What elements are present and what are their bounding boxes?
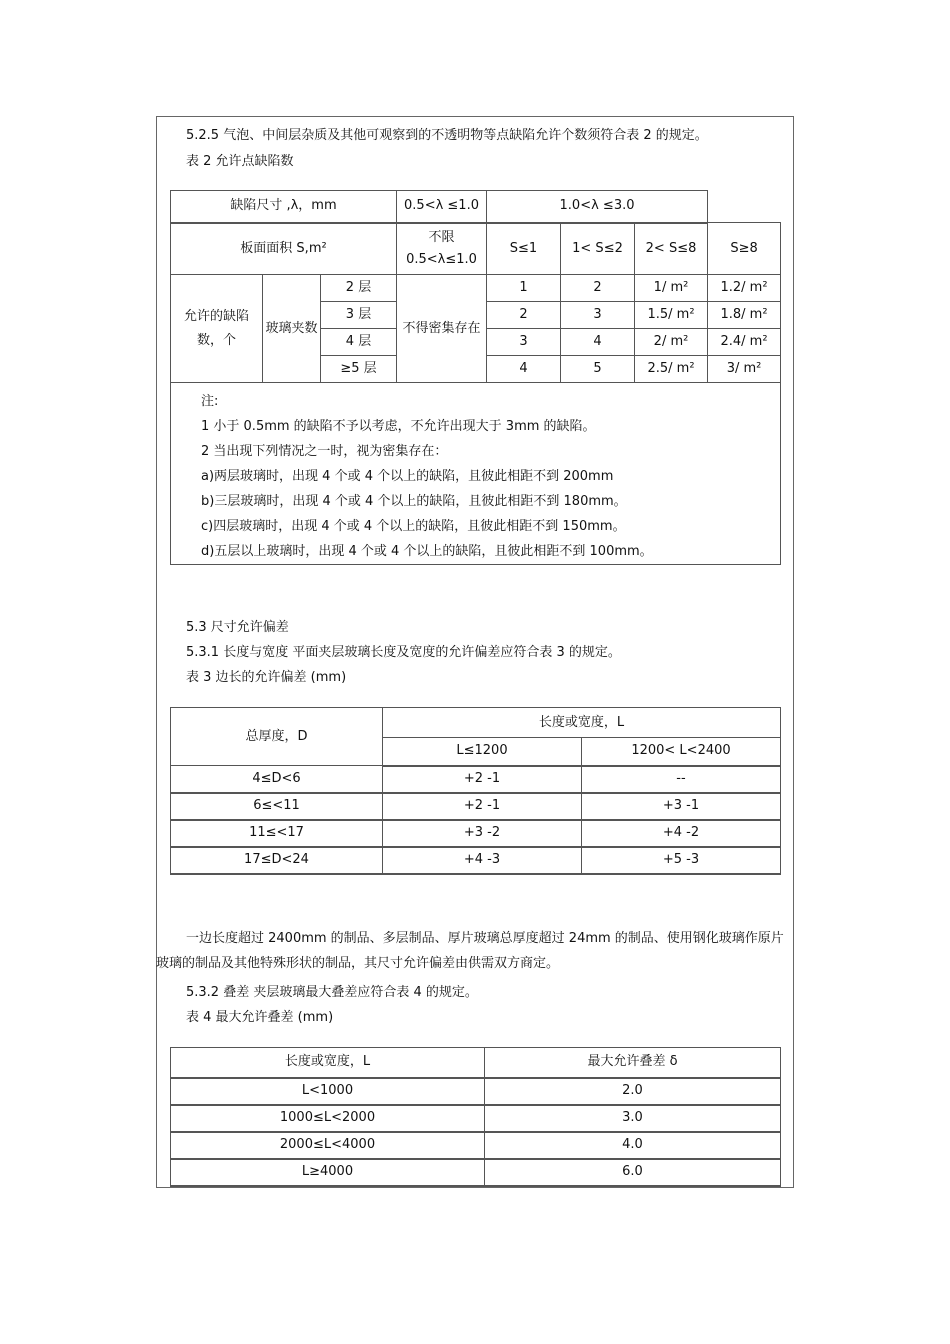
t2-cell: 2.5/ m² <box>635 356 708 383</box>
t2-layers: 3 层 <box>321 302 397 329</box>
t2-unlimited-range: 0.5<λ≤1.0 <box>406 251 477 267</box>
t3-cell: +4 -3 <box>383 847 582 874</box>
t2-cell: 2.4/ m² <box>708 329 781 356</box>
t3-cell: 6≤<11 <box>171 793 383 820</box>
t4-cell: 6.0 <box>485 1159 781 1186</box>
t3-cell: +5 -3 <box>582 847 781 874</box>
table3-edge-tolerance <box>170 707 781 875</box>
note-line: 2 当出现下列情况之一时，视为密集存在： <box>201 444 448 459</box>
t2-area-col: S≤1 <box>487 223 561 275</box>
paragraph-negotiated: 一边长度超过 2400mm 的制品、多层制品、厚片玻璃总厚度超过 24mm 的制品、使用钢化玻璃作原片玻璃的制品及其他特殊形状的制品，其尺寸允许偏差由供需双方商定。 <box>156 931 784 971</box>
t2-dense: 不得密集存在 <box>397 275 487 383</box>
t3-cell: -- <box>582 766 781 793</box>
t2-layers: 4 层 <box>321 329 397 356</box>
section-5-3: 5.3 尺寸允许偏差 <box>186 620 289 635</box>
t2-area-col: S≥8 <box>708 223 781 275</box>
t2-unlimited: 不限 <box>428 229 455 245</box>
note-line: b)三层玻璃时，出现 4 个或 4 个以上的缺陷，且彼此相距不到 180mm。 <box>201 494 627 509</box>
t2-layers: ≥5 层 <box>321 356 397 383</box>
t3-cell: +2 -1 <box>383 793 582 820</box>
table4-max-offset <box>170 1047 781 1187</box>
section-5-2-5: 5.2.5 气泡、中间层杂质及其他可观察到的不透明物等点缺陷允许个数须符合表 2 的规定。 <box>186 128 708 143</box>
t3-cell: 4≤D<6 <box>171 766 383 793</box>
t4-cell: L≥4000 <box>171 1159 485 1186</box>
note-line: c)四层玻璃时，出现 4 个或 4 个以上的缺陷，且彼此相距不到 150mm。 <box>201 519 626 534</box>
t4-header: 最大允许叠差 δ <box>485 1048 781 1078</box>
t2-area-col: 2< S≤8 <box>635 223 708 275</box>
t2-allowed-label-b: 数，个 <box>196 332 236 348</box>
t2-cell: 1.2/ m² <box>708 275 781 302</box>
t2-allowed-label-a: 允许的缺陷 <box>183 308 249 324</box>
t2-range-small: 0.5<λ ≤1.0 <box>397 191 487 223</box>
t2-cell: 3 <box>561 302 635 329</box>
t2-area-col: 1< S≤2 <box>561 223 635 275</box>
note-line: 注: <box>201 394 219 409</box>
t2-notes <box>171 383 781 565</box>
section-5-3-2: 5.3.2 叠差 夹层玻璃最大叠差应符合表 4 的规定。 <box>186 985 478 1000</box>
t2-cell: 1/ m² <box>635 275 708 302</box>
t3-cell: 11≤<17 <box>171 820 383 847</box>
t2-unlimited-cell <box>397 223 487 275</box>
t2-cell: 1 <box>487 275 561 302</box>
t2-cell: 3/ m² <box>708 356 781 383</box>
t2-range-large: 1.0<λ ≤3.0 <box>487 191 708 223</box>
t4-header: 长度或宽度，L <box>171 1048 485 1078</box>
table4-caption: 表 4 最大允许叠差 (mm) <box>186 1010 334 1025</box>
t3-length-header: 长度或宽度，L <box>383 708 781 738</box>
t2-cell: 2 <box>561 275 635 302</box>
note-line: d)五层以上玻璃时，出现 4 个或 4 个以上的缺陷，且彼此相距不到 100mm。 <box>201 544 653 559</box>
table3-caption: 表 3 边长的允许偏差 (mm) <box>186 670 347 685</box>
t3-cell: +2 -1 <box>383 766 582 793</box>
t4-cell: 2.0 <box>485 1078 781 1105</box>
t2-cell: 1.5/ m² <box>635 302 708 329</box>
t4-cell: 4.0 <box>485 1132 781 1159</box>
table2-point-defects <box>170 190 781 565</box>
t3-cell: +3 -2 <box>383 820 582 847</box>
t2-cell: 4 <box>487 356 561 383</box>
t4-cell: 3.0 <box>485 1105 781 1132</box>
t3-col-header: L≤1200 <box>383 738 582 766</box>
t2-cell: 2/ m² <box>635 329 708 356</box>
note-line: 1 小于 0.5mm 的缺陷不予以考虑，不允许出现大于 3mm 的缺陷。 <box>201 419 596 434</box>
table2-caption: 表 2 允许点缺陷数 <box>186 154 294 169</box>
t2-defect-size: 缺陷尺寸 ,λ，mm <box>171 191 397 223</box>
section-5-3-1: 5.3.1 长度与宽度 平面夹层玻璃长度及宽度的允许偏差应符合表 3 的规定。 <box>186 645 621 660</box>
t3-thickness-header: 总厚度，D <box>171 708 383 766</box>
t3-cell: +4 -2 <box>582 820 781 847</box>
note-line: a)两层玻璃时，出现 4 个或 4 个以上的缺陷，且彼此相距不到 200mm <box>201 469 614 484</box>
t2-cell: 2 <box>487 302 561 329</box>
t2-cell: 5 <box>561 356 635 383</box>
t2-cell: 1.8/ m² <box>708 302 781 329</box>
t2-area-label: 板面面积 S,m² <box>171 223 397 275</box>
t2-allowed-label <box>171 275 263 383</box>
t4-cell: L<1000 <box>171 1078 485 1105</box>
t2-cell: 4 <box>561 329 635 356</box>
t2-glass-label: 玻璃夹数 <box>263 275 321 383</box>
t2-cell: 3 <box>487 329 561 356</box>
t4-cell: 2000≤L<4000 <box>171 1132 485 1159</box>
t3-cell: +3 -1 <box>582 793 781 820</box>
t3-cell: 17≤D<24 <box>171 847 383 874</box>
t2-layers: 2 层 <box>321 275 397 302</box>
t3-col-header: 1200< L<2400 <box>582 738 781 766</box>
t4-cell: 1000≤L<2000 <box>171 1105 485 1132</box>
